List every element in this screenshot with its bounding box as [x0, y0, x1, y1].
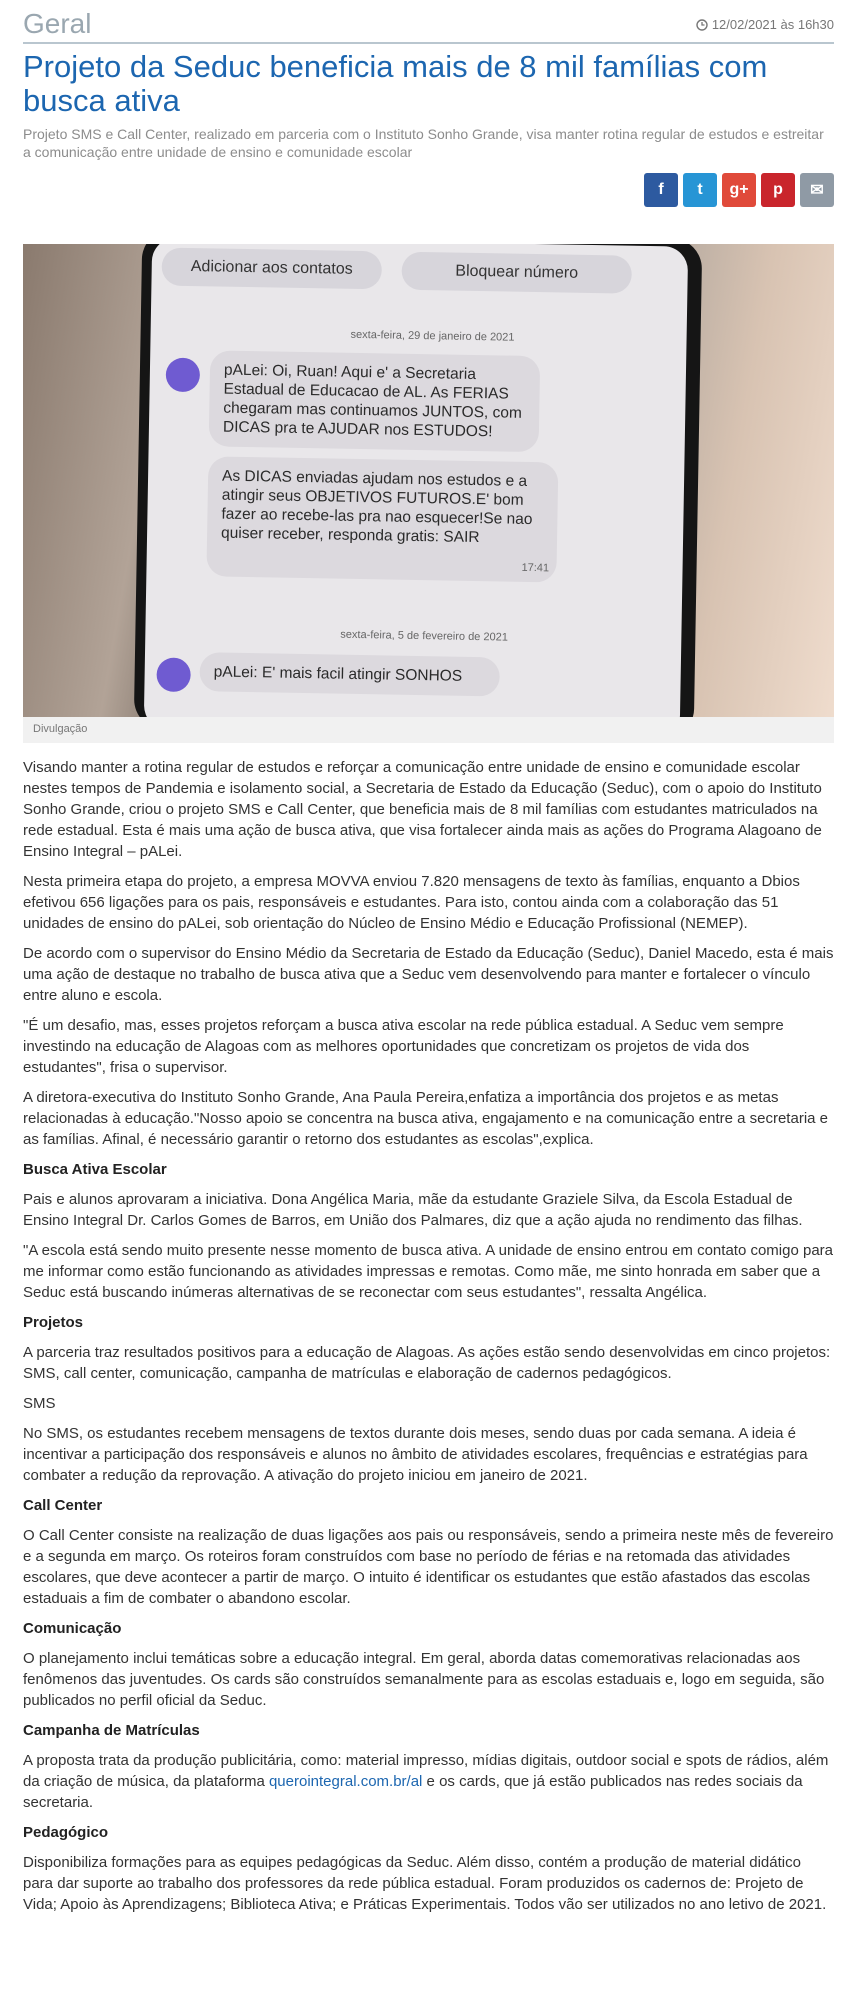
section-heading: Comunicação	[23, 1620, 122, 1637]
querointegral-link[interactable]: querointegral.com.br/al	[268, 1773, 423, 1790]
sms-bubble: As DICAS enviadas ajudam nos estudos e a atingir seus OBJETIVOS FUTUROS.E' bom fazer ao recebe-las pra nao esquecer!Se nao quiser receber, responda gratis: SAIR	[206, 456, 558, 582]
section-heading: Call Center	[23, 1497, 103, 1514]
category-label[interactable]: Geral	[23, 8, 92, 39]
paragraph: Pais e alunos aprovaram a iniciativa. Dona Angélica Maria, mãe da estudante Graziele Silva, da Escola Estadual de Ensino Integral Dr. Carlos Gomes de Barros, em União dos Palmares, diz que a ação ajuda no rendimento das filhas.	[23, 1191, 803, 1229]
block-number-pill: Bloquear número	[401, 252, 632, 294]
publish-date	[696, 17, 834, 38]
share-facebook-button[interactable]	[644, 173, 678, 207]
section-heading: Pedagógico	[23, 1824, 109, 1841]
section-heading: Campanha de Matrículas	[23, 1722, 200, 1739]
paragraph: A parceria traz resultados positivos para a educação de Alagoas. As ações estão sendo desenvolvidas em cinco projetos: SMS, call center, comunicação, campanha de matrículas e elaboração de cadernos pedagógicos.	[23, 1344, 831, 1382]
paragraph	[23, 1750, 834, 1813]
email-icon: ✉	[810, 182, 824, 199]
share-twitter-button[interactable]	[683, 173, 717, 207]
article-figure	[23, 244, 834, 743]
article-title: Projeto da Seduc beneficia mais de 8 mil famílias com busca ativa	[23, 49, 768, 118]
add-contact-pill: Adicionar aos contatos	[161, 247, 382, 289]
share-bar	[23, 173, 834, 207]
phone-screen	[144, 244, 689, 717]
paragraph-text: A proposta trata da produção publicitária, como: material impresso, mídias digitais, outdoor social e spots de rádios, além da criação de música, da plataforma	[23, 1752, 829, 1790]
paragraph: No SMS, os estudantes recebem mensagens de textos durante dois meses, sendo duas por cada semana. A ideia é incentivar a participação dos responsáveis e alunos no âmbito de atividades escolares, frequências e estratégias para combater a redução da reprovação. A ativação do projeto iniciou em janeiro de 2021.	[23, 1425, 808, 1484]
phone-illustration	[134, 244, 703, 717]
sender-avatar-icon	[156, 657, 191, 692]
paragraph: Disponibiliza formações para as equipes pedagógicas da Seduc. Além disso, contém a produção de material didático para dar suporte ao trabalho dos professores da rede pública estadual. Foram produzidos os cadernos de: Projeto de Vida; Apoio às Aprendizagens; Biblioteca Ativa; e Práticas Experimentais. Todos vão ser utilizados no ano letivo de 2021.	[23, 1854, 827, 1913]
paragraph: "A escola está sendo muito presente nesse momento de busca ativa. A unidade de ensino entrou em contato comigo para me informar como estão funcionando as atividades impressas e remotas. Como mãe, me sinto honrada em saber que a Seduc está buscando inúmeras alternativas de se reconectar com seus estudantes", ressalta Angélica.	[23, 1242, 834, 1301]
article-subtitle: Projeto SMS e Call Center, realizado em parceria com o Instituto Sonho Grande, visa manter rotina regular de estudos e estreitar a comunicação entre unidade de ensino e comunidade escolar	[23, 126, 824, 160]
sms-time: 17:41	[521, 561, 550, 575]
section-heading: Busca Ativa Escolar	[23, 1161, 167, 1178]
share-pinterest-button[interactable]	[761, 173, 795, 207]
sender-avatar-icon	[166, 358, 201, 393]
twitter-icon: t	[697, 181, 703, 198]
paragraph-text: e os cards, que já estão publicados nas redes sociais da secretaria.	[23, 1773, 803, 1811]
share-email-button[interactable]	[800, 173, 834, 207]
facebook-icon: f	[658, 181, 664, 198]
publish-date-text: 12/02/2021 às 16h30	[711, 17, 834, 32]
paragraph: O Call Center consiste na realização de duas ligações aos pais ou responsáveis, sendo a primeira neste mês de fevereiro e a segunda em março. Os roteiros foram construídos com base no período de férias e na retomada das atividades escolares, que deve acontecer a partir de março. O intuito é identificar os estudantes que estão afastados das escolas estaduais a fim de combater o abandono escolar.	[23, 1527, 834, 1607]
sms-day-label: sexta-feira, 5 de fevereiro de 2021	[340, 628, 508, 644]
paragraph: De acordo com o supervisor do Ensino Médio da Secretaria de Estado da Educação (Seduc), Daniel Macedo, esta é mais uma ação de destaque no trabalho de busca ativa que a Seduc vem desenvolvendo para manter e fortalecer o vínculo entre aluno e escola.	[23, 945, 834, 1004]
sms-bubble: pALei: Oi, Ruan! Aqui e' a Secretaria Estadual de Educacao de AL. As FERIAS chegaram mas continuamos JUNTOS, com DICAS pra te AJUDAR nos ESTUDOS!	[209, 350, 541, 452]
photo-caption: Divulgação	[23, 717, 834, 743]
googleplus-icon: g+	[729, 181, 749, 198]
paragraph: A diretora-executiva do Instituto Sonho Grande, Ana Paula Pereira,enfatiza a importância dos projetos e as metas relacionadas à educação."Nosso apoio se concentra na busca ativa, engajamento e na comunicação entre a secretaria e as famílias. Afinal, é necessário garantir o retorno dos estudantes as escolas",explica.	[23, 1089, 828, 1148]
paragraph: O planejamento inclui temáticas sobre a educação integral. Em geral, aborda datas comemorativas relacionadas aos fenômenos das juventudes. Os cards são construídos semanalmente para as escolas estaduais e, logo em seguida, são publicados no perfil oficial da Seduc.	[23, 1650, 825, 1709]
sms-day-label: sexta-feira, 29 de janeiro de 2021	[350, 328, 515, 344]
paragraph: "É um desafio, mas, esses projetos reforçam a busca ativa escolar na rede pública estadual. A Seduc vem sempre investindo na educação de Alagoas com as melhores oportunidades que concretizam os projetos de vida dos estudantes", frisa o supervisor.	[23, 1017, 784, 1076]
article-body	[23, 757, 834, 1915]
sms-bubble: pALei: E' mais facil atingir SONHOS	[199, 652, 500, 696]
section-heading: Projetos	[23, 1314, 84, 1331]
share-googleplus-button[interactable]	[722, 173, 756, 207]
article-topbar	[23, 0, 834, 44]
paragraph: Nesta primeira etapa do projeto, a empresa MOVVA enviou 7.820 mensagens de texto às famílias, enquanto a Dbios efetivou 656 ligações para os pais, responsáveis e estudantes. Para isto, contou ainda com a colaboração das 51 unidades de ensino do pALei, sob orientação do Núcleo de Ensino Médio e Educação Profissional (NEMEP).	[23, 873, 800, 932]
clock-icon	[696, 19, 708, 31]
paragraph: Visando manter a rotina regular de estudos e reforçar a comunicação entre unidade de ensino e comunidade escolar nestes tempos de Pandemia e isolamento social, a Secretaria de Estado da Educação (Seduc), com o apoio do Instituto Sonho Grande, criou o projeto SMS e Call Center, que beneficia mais de 8 mil famílias com estudantes matriculados na rede estadual. Esta é mais uma ação de busca ativa, que visa fortalecer ainda mais as ações do Programa Alagoano de Ensino Integral – pALei.	[23, 759, 822, 860]
pinterest-icon: p	[773, 181, 783, 198]
paragraph: SMS	[23, 1395, 56, 1412]
article-photo[interactable]	[23, 244, 834, 717]
